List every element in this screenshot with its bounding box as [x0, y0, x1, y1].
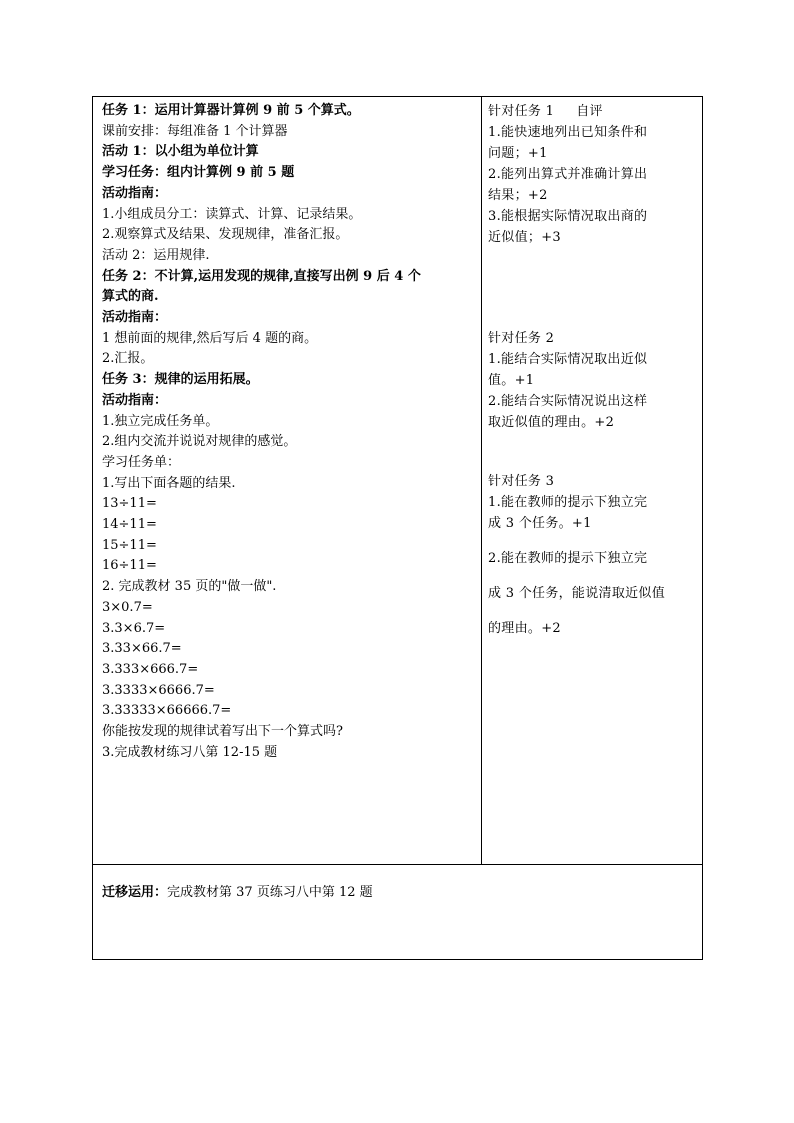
eval-task-3-line: 2.能在教师的提示下独立完: [488, 551, 648, 566]
equation: 16÷11=: [102, 558, 157, 574]
evaluation-cell: [482, 97, 702, 864]
eval-task-2-title: 针对任务 2: [488, 331, 555, 346]
guide-1-step-1: 1.小组成员分工：读算式、计算、记录结果。: [102, 206, 362, 222]
worksheet-item-3: 3.完成教材练习八第 12-15 题: [102, 744, 278, 760]
transfer-application-text: 完成教材第 37 页练习八中第 12 题: [167, 885, 373, 900]
equation: 3.3333×6666.7=: [102, 682, 215, 698]
eval-task-1-line: 近似值；+3: [488, 230, 561, 245]
transfer-application-line: [102, 883, 702, 904]
activity-guide-3: 活动指南：: [102, 392, 168, 408]
guide-2-step-2: 2.汇报。: [102, 351, 154, 367]
lesson-table: [92, 96, 703, 960]
guide-2-step-1: 1 想前面的规律,然后写后 4 题的商。: [102, 330, 318, 346]
pattern-question: 你能按发现的规律试着写出下一个算式吗?: [102, 724, 343, 740]
eval-task-1-line: 结果；+2: [488, 188, 548, 203]
eval-task-1-line: 问题；+1: [488, 146, 548, 161]
eval-task-2-line: 取近似值的理由。+2: [488, 415, 615, 430]
equation: 3.333×666.7=: [102, 661, 199, 677]
eval-task-1-title: 针对任务 1: [488, 104, 555, 119]
activity-guide-2: 活动指南：: [102, 310, 168, 326]
eval-task-1-line: 2.能列出算式并准确计算出: [488, 167, 648, 182]
equation: 14÷11=: [102, 517, 157, 533]
eval-task-1-line: 3.能根据实际情况取出商的: [488, 209, 648, 224]
equation: 3×0.7=: [102, 599, 153, 615]
transfer-application-label: 迁移运用：: [102, 885, 168, 900]
learning-task-1: 学习任务：组内计算例 9 前 5 题: [102, 165, 295, 181]
eval-task-3-line: 的理由。+2: [488, 621, 561, 636]
guide-3-step-2: 2.组内交流并说说对规律的感觉。: [102, 434, 297, 450]
eval-task-3-title: 针对任务 3: [488, 474, 555, 489]
guide-3-step-1: 1.独立完成任务单。: [102, 413, 219, 429]
eval-task-1-line: 1.能快速地列出已知条件和: [488, 125, 648, 140]
eval-task-2-line: 1.能结合实际情况取出近似: [488, 352, 648, 367]
task-3-heading: 任务 3：规律的运用拓展。: [102, 372, 259, 388]
equation: 13÷11=: [102, 496, 157, 512]
eval-task-3-line: 1.能在教师的提示下独立完: [488, 495, 648, 510]
worksheet-item-1: 1.写出下面各题的结果.: [102, 475, 236, 491]
eval-task-3-line: 成 3 个任务，能说清取近似值: [488, 586, 666, 601]
task-2-heading: 任务 2：不计算,运用发现的规律,直接写出例 9 后 4 个: [102, 268, 421, 284]
eval-task-2-line: 值。+1: [488, 373, 535, 388]
equation: 3.33×66.7=: [102, 641, 182, 657]
self-eval-label: 自评: [576, 104, 603, 119]
activity-guide-1: 活动指南：: [102, 185, 168, 201]
equation: 3.33333×66666.7=: [102, 703, 232, 719]
task-2-heading-cont: 算式的商.: [102, 289, 159, 305]
worksheet-item-2: 2. 完成教材 35 页的"做一做".: [102, 579, 277, 595]
worksheet-heading: 学习任务单：: [102, 454, 181, 470]
eval-task-1-header: [488, 101, 696, 122]
eval-task-2-line: 2.能结合实际情况说出这样: [488, 394, 648, 409]
eval-task-3-line: 成 3 个任务。+1: [488, 516, 592, 531]
activity-cell: [93, 97, 482, 864]
equation: 15÷11=: [102, 537, 157, 553]
task-1-heading: 任务 1：运用计算器计算例 9 前 5 个算式。: [102, 103, 360, 118]
equation: 3.3×6.7=: [102, 620, 166, 636]
activity-2-heading: 活动 2：运用规律.: [102, 247, 210, 263]
guide-1-step-2: 2.观察算式及结果、发现规律，准备汇报。: [102, 227, 349, 243]
activity-1-heading: 活动 1：以小组为单位计算: [102, 144, 259, 160]
pre-class-arrangement: 课前安排：每组准备 1 个计算器: [102, 123, 288, 139]
transfer-application-cell: [93, 864, 702, 959]
